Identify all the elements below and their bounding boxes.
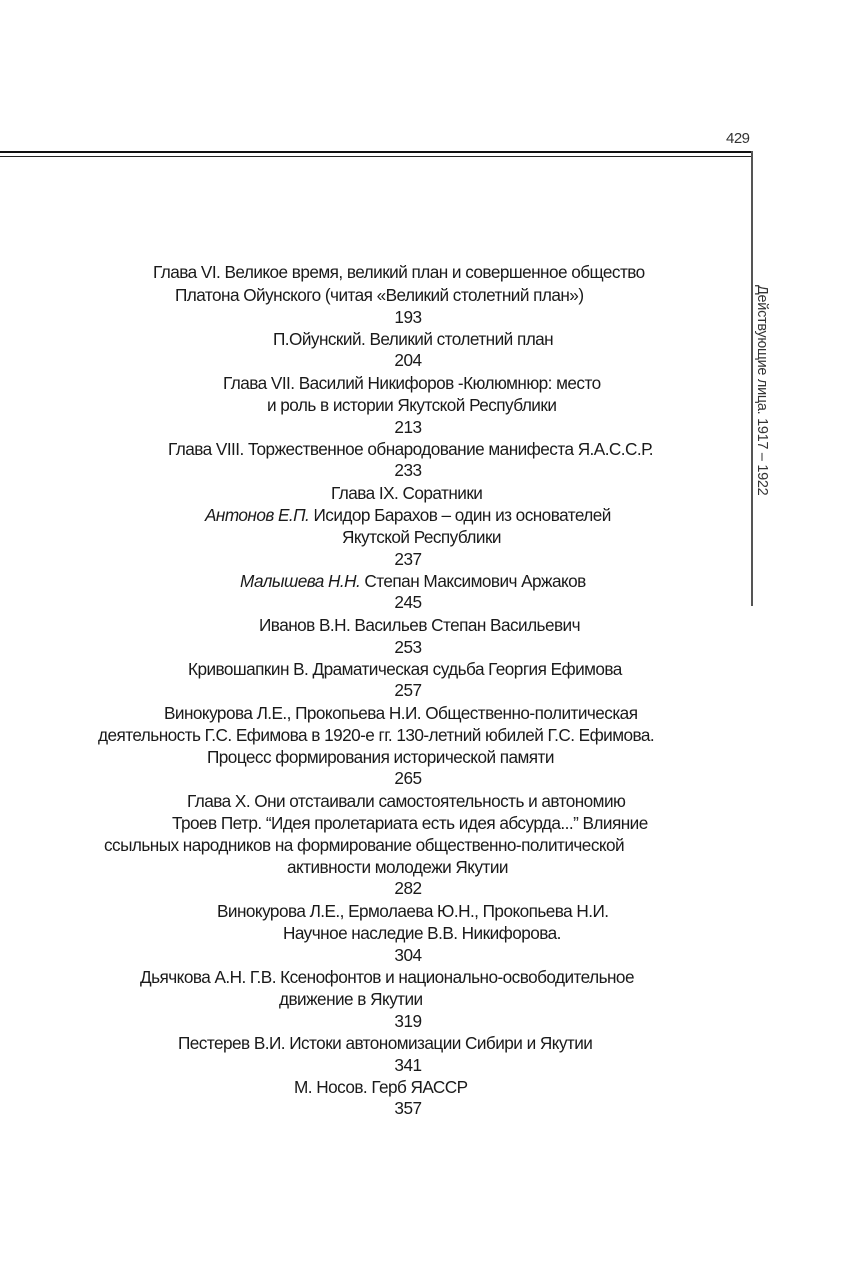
- toc-page-number: 204: [394, 350, 422, 370]
- toc-entry-line: Троев Петр. “Идея пролетариата есть идея абсурда...” Влияние: [172, 813, 648, 833]
- toc-page-number: 282: [394, 878, 422, 898]
- toc-entry-line: [205, 504, 611, 526]
- toc-title: Исидор Барахов – один из основателей: [309, 505, 611, 525]
- toc-entry-line: Кривошапкин В. Драматическая судьба Георгия Ефимова: [188, 659, 622, 679]
- toc-page-number: 341: [394, 1055, 422, 1075]
- toc-entry-line: активности молодежи Якутии: [287, 857, 508, 877]
- toc-page-number: 245: [394, 592, 422, 612]
- toc-page-number: 233: [394, 460, 422, 480]
- toc-entry-line: Платона Ойунского (читая «Великий столетний план»): [175, 285, 584, 305]
- toc-entry-line: Процесс формирования исторической памяти: [207, 747, 554, 767]
- toc-entry-line: и роль в истории Якутской Республики: [267, 395, 557, 415]
- toc-entry-line: Глава VII. Василий Никифоров -Кюлюмнюр: место: [223, 373, 601, 393]
- toc-entry-line: Якутской Республики: [342, 527, 501, 547]
- toc-entry-line: Винокурова Л.Е., Прокопьева Н.И. Общественно-политическая: [164, 703, 638, 723]
- toc-page-number: 237: [394, 549, 422, 569]
- toc-author: Малышева Н.Н.: [240, 571, 361, 591]
- toc-entry-line: деятельность Г.С. Ефимова в 1920-е гг. 130-летний юбилей Г.С. Ефимова.: [98, 725, 655, 745]
- toc-entry-line: движение в Якутии: [279, 989, 423, 1009]
- toc-entry-line: М. Носов. Герб ЯАССР: [294, 1077, 468, 1097]
- toc-chapter-heading: Глава IX. Соратники: [331, 483, 483, 503]
- toc-entry-line: П.Ойунский. Великий столетний план: [273, 329, 554, 349]
- toc-page-number: 193: [394, 307, 422, 327]
- toc-entry-line: Винокурова Л.Е., Ермолаева Ю.Н., Прокопьева Н.И.: [217, 901, 609, 921]
- toc-entry-line: Глава VI. Великое время, великий план и совершенное общество: [153, 262, 645, 282]
- toc-page-number: 257: [394, 680, 422, 700]
- toc-entry-line: Иванов В.Н. Васильев Степан Васильевич: [259, 615, 581, 635]
- running-head: Действующие лица. 1917 – 1922: [754, 285, 770, 496]
- toc-page-number: 265: [394, 768, 422, 788]
- toc-entry-line: Пестерев В.И. Истоки автономизации Сибири и Якутии: [178, 1033, 593, 1053]
- toc-entry-line: Научное наследие В.В. Никифорова.: [283, 923, 561, 943]
- toc-page-number: 213: [394, 417, 422, 437]
- toc-entry-line: Глава VIII. Торжественное обнародование манифеста Я.А.С.С.Р.: [168, 439, 653, 459]
- toc-author: Антонов Е.П.: [205, 505, 310, 525]
- toc-entry-line: Дьячкова А.Н. Г.В. Ксенофонтов и национально-освободительное: [140, 967, 634, 987]
- page-number: 429: [726, 130, 750, 147]
- toc-page-number: 357: [394, 1098, 422, 1118]
- toc-page-number: 253: [394, 637, 422, 657]
- toc-entry-line: ссыльных народников на формирование общественно-политической: [104, 835, 625, 855]
- toc-title: Степан Максимович Аржаков: [360, 571, 586, 591]
- toc-chapter-heading: Глава X. Они отстаивали самостоятельность и автономию: [187, 791, 626, 811]
- toc-entry-line: [240, 570, 586, 592]
- toc-page-number: 304: [394, 945, 422, 965]
- toc-page-number: 319: [394, 1011, 422, 1031]
